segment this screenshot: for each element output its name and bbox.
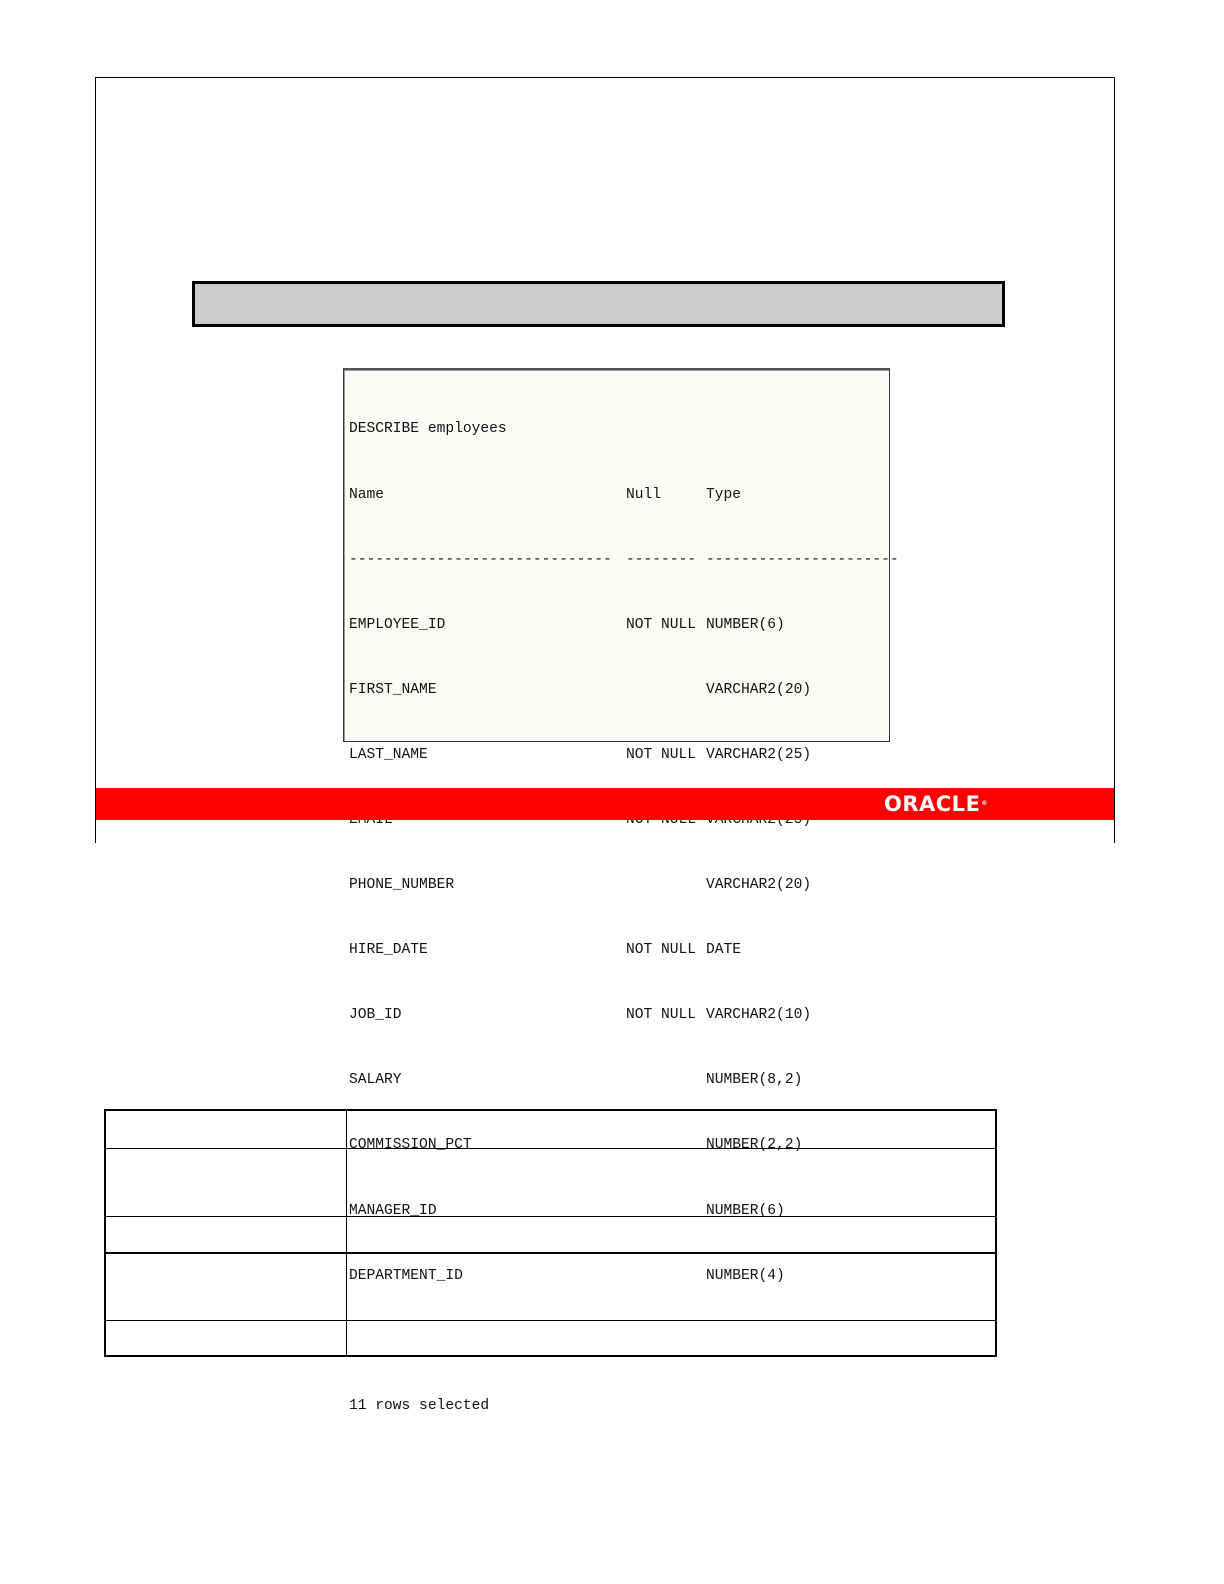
slide-title-box bbox=[192, 281, 1005, 327]
table-cell bbox=[347, 1216, 997, 1253]
table-cell bbox=[347, 1320, 997, 1356]
column-name: HIRE_DATE bbox=[349, 942, 428, 959]
column-name: JOB_ID bbox=[349, 1007, 402, 1024]
separator-row bbox=[349, 550, 899, 572]
table-row bbox=[349, 745, 899, 767]
table-row bbox=[349, 680, 899, 702]
column-null: NOT NULL bbox=[626, 616, 697, 633]
table-row bbox=[105, 1320, 996, 1356]
table-cell bbox=[347, 1148, 997, 1216]
column-name: FIRST_NAME bbox=[349, 681, 437, 698]
header-null: Null bbox=[626, 486, 662, 503]
slide-frame bbox=[95, 77, 1115, 1414]
table-cell bbox=[105, 1216, 347, 1253]
separator-null: -------- bbox=[626, 551, 697, 568]
column-type: DATE bbox=[706, 942, 742, 959]
column-type: NUMBER(2,2) bbox=[706, 1137, 803, 1154]
column-type: NUMBER(4) bbox=[706, 1267, 785, 1284]
column-name: COMMISSION_PCT bbox=[349, 1137, 472, 1154]
table-cell bbox=[105, 1253, 347, 1320]
column-type: VARCHAR2(20) bbox=[706, 877, 812, 894]
table-cell bbox=[347, 1253, 997, 1320]
column-null bbox=[626, 1070, 706, 1092]
brand-bar bbox=[96, 788, 1114, 820]
column-type: VARCHAR2(10) bbox=[706, 1007, 812, 1024]
table-cell bbox=[105, 1110, 347, 1148]
header-row bbox=[349, 485, 899, 507]
column-type: NUMBER(6) bbox=[706, 1202, 785, 1219]
footer-line bbox=[349, 1396, 899, 1418]
column-null: NOT NULL bbox=[626, 746, 697, 763]
command-line bbox=[349, 419, 899, 441]
column-name: SALARY bbox=[349, 1072, 402, 1089]
column-null bbox=[626, 680, 706, 702]
oracle-logo-text: ORACLE bbox=[884, 792, 981, 816]
column-name: EMPLOYEE_ID bbox=[349, 616, 446, 633]
rows-selected-text: 11 rows selected bbox=[349, 1397, 490, 1414]
separator-name: ------------------------------ bbox=[349, 551, 612, 568]
table-row bbox=[349, 615, 899, 637]
table-row bbox=[105, 1110, 996, 1148]
oracle-logo bbox=[884, 792, 988, 816]
notes-table bbox=[104, 1109, 997, 1357]
column-null: NOT NULL bbox=[626, 1007, 697, 1024]
column-name: MANAGER_ID bbox=[349, 1202, 437, 1219]
column-type: VARCHAR2(20) bbox=[706, 681, 812, 698]
column-type: NUMBER(6) bbox=[706, 616, 785, 633]
describe-command: DESCRIBE employees bbox=[349, 421, 507, 438]
registered-mark-icon: ® bbox=[981, 800, 988, 807]
column-name: DEPARTMENT_ID bbox=[349, 1267, 463, 1284]
table-row bbox=[105, 1253, 996, 1320]
table-cell bbox=[105, 1320, 347, 1356]
table-cell bbox=[105, 1148, 347, 1216]
table-cell bbox=[347, 1110, 997, 1148]
table-row bbox=[349, 940, 899, 962]
column-null: NOT NULL bbox=[626, 942, 697, 959]
header-name: Name bbox=[349, 486, 385, 503]
column-null bbox=[626, 875, 706, 897]
column-type: VARCHAR2(25) bbox=[706, 746, 812, 763]
sql-output-console bbox=[343, 368, 899, 1414]
table-row bbox=[349, 1070, 899, 1092]
header-type: Type bbox=[706, 486, 742, 503]
table-row bbox=[105, 1148, 996, 1216]
column-type: NUMBER(8,2) bbox=[706, 1072, 803, 1089]
separator-type: ---------------------- bbox=[706, 551, 899, 568]
column-name: PHONE_NUMBER bbox=[349, 877, 455, 894]
table-row bbox=[349, 875, 899, 897]
table-row bbox=[349, 1005, 899, 1027]
column-name: LAST_NAME bbox=[349, 746, 428, 763]
table-row bbox=[105, 1216, 996, 1253]
